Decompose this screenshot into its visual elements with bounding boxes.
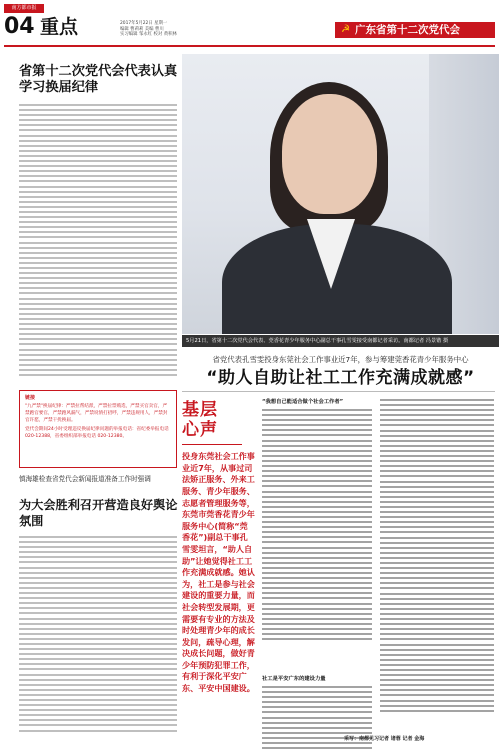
- subhead-2: 社工是平安广东的建设力量: [262, 676, 326, 682]
- masthead-corner-label: 南方都市报: [4, 4, 44, 13]
- byline: 采写：南都见习记者 诸蓉 记者 金海: [344, 736, 425, 742]
- left-bottom-headline: 为大会胜利召开营造良好舆论氛围: [19, 498, 178, 528]
- link-box-item: 党代会期间24小时受理违反换届纪律问题的举报电话：省纪委举报电话 020-12388，省委组织部举报电话 020-12380。: [25, 426, 169, 439]
- left-bottom-body: [19, 536, 177, 735]
- left-bottom-kicker: 慎海雄检查省党代会新闻报道准备工作时强调: [19, 475, 151, 483]
- page-number: 04: [4, 14, 35, 39]
- page-header: [0, 0, 499, 46]
- lede-title-2: 心声: [182, 420, 218, 440]
- left-top-headline: 省第十二次党代会代表认真学习换届纪律: [19, 64, 178, 95]
- lede-divider: [182, 444, 242, 445]
- header-rule: [4, 45, 495, 47]
- lede-title: 基层: [182, 400, 218, 420]
- edition-meta: [120, 21, 240, 38]
- left-top-body: [19, 104, 177, 379]
- subhead-1: “我想自己能适合做个社会工作者”: [262, 399, 344, 405]
- link-box: [19, 390, 177, 468]
- photo-caption: 5月21日，省第十二次党代会代表、莞香花青少年服务中心副总干事孔雪雯接受南都记者采访。南都记者 冯景锴 摄: [182, 335, 499, 347]
- portrait-photo: [182, 54, 499, 334]
- lede-column: [182, 400, 255, 695]
- link-box-item: "九严禁"换届纪律：严禁拉帮结派，严禁拉票贿选，严禁买官卖官，严禁跑官要官，严禁跑风漏气，严禁说情打招呼，严禁违规用人，严禁封官许愿，严禁干扰换届。: [25, 404, 168, 424]
- main-col2-body: [262, 409, 372, 643]
- meta-editors: 编辑 曹莉莉 美编 曹川: [120, 26, 164, 32]
- main-col3-body: [380, 399, 494, 715]
- main-story-headline: “助人自助让社工工作充满成就感”: [206, 368, 475, 388]
- lede-text: 投身东莞社会工作事业近7年，从事过司法矫正服务、外来工服务、青少年服务、志愿者管理服务等，东莞市莞香花青少年服务中心(简称“莞香花”)副总干事孔雪雯坦言，“助人自助”让她觉得社工工作充满成就感。她认为，社工是参与社会建设的重要力量，而社会转型发展期，更需要有专业的方法及时处理青少年的成长发问，疏导心理，解决成长问题，做好青少年预防犯罪工作，有利于深化平安广东、平安中国建设。: [182, 451, 255, 694]
- meta-date: 2017年5月22日 星期一: [120, 21, 168, 26]
- congress-banner: [335, 22, 495, 38]
- section-title: 重点: [40, 16, 79, 38]
- headline-divider: [182, 391, 495, 392]
- congress-banner-title: 广东省第十二次党代会: [355, 24, 460, 36]
- link-box-heading: 链接: [25, 395, 36, 401]
- main-story-subtitle: 省党代表孔雪雯投身东莞社会工作事业近7年，参与筹建莞香花青少年服务中心: [212, 355, 469, 364]
- meta-proofreaders: 实习编辑 邹永红 校对 黄积林: [120, 32, 177, 37]
- party-emblem-icon: ☭: [341, 24, 350, 35]
